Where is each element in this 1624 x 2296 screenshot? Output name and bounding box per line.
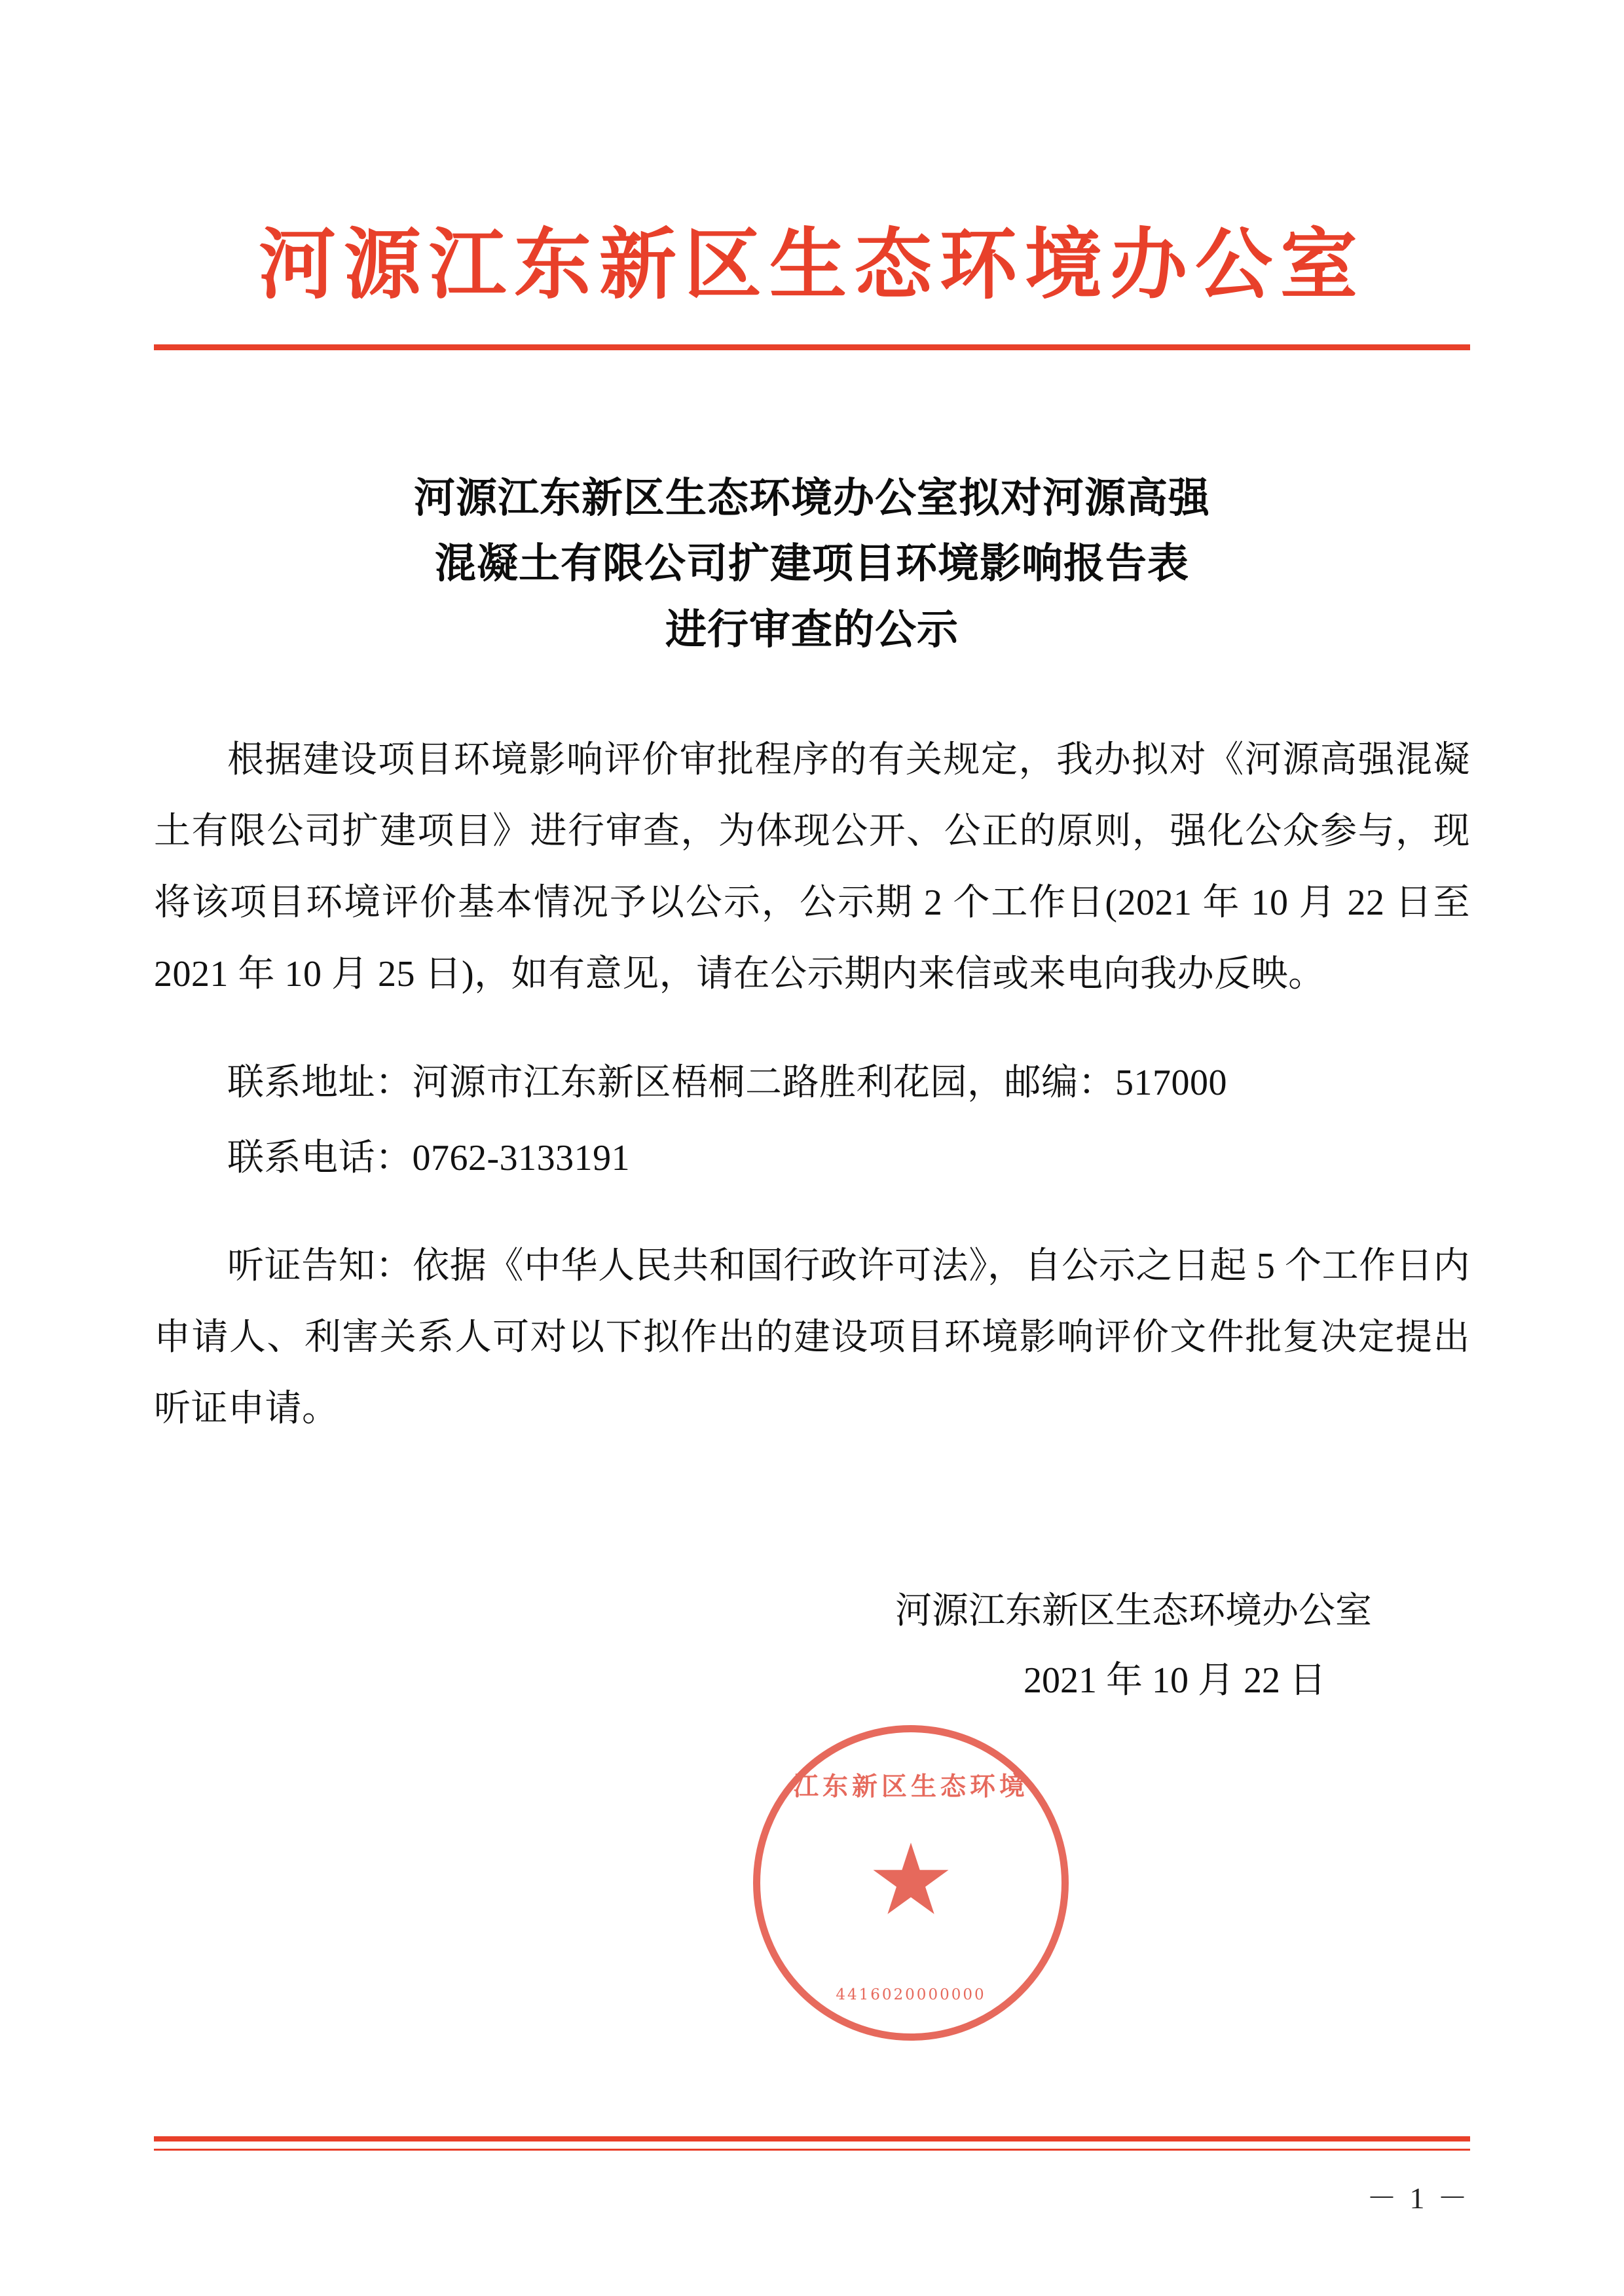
body-paragraph-main: 根据建设项目环境影响评价审批程序的有关规定，我办拟对《河源高强混凝土有限公司扩建项目》进行审查，为体现公开、公正的原则，强化公众参与，现将该项目环境评价基本情况予以公示，公示期 2 个工作日(2021 年 10 月 22 日至 2021 年 10 月 25 日)，如有意见，请在公示期内来信或来电向我办反映。 — [154, 739, 1470, 995]
official-seal-icon — [753, 1725, 1069, 2041]
page-title-line-2: 混凝土有限公司扩建项目环境影响报告表 — [435, 539, 1189, 588]
page-number: － 1 － — [1367, 2181, 1470, 2215]
page-title-line-3: 进行审查的公示 — [665, 605, 959, 654]
footer-divider-thin — [154, 2149, 1470, 2151]
hearing-notice-paragraph: 听证告知：依据《中华人民共和国行政许可法》，自公示之日起 5 个工作日内申请人、利害关系人可对以下拟作出的建设项目环境影响评价文件批复决定提出听证申请。 — [154, 1246, 1470, 1430]
letterhead-divider — [154, 344, 1470, 350]
signature-issuer: 河源江东新区生态环境办公室 — [895, 1590, 1372, 1631]
seal-top-text: 江东新区生态环境 — [792, 1772, 1029, 1802]
seal-star-icon: ★ — [866, 1827, 955, 1935]
document-body — [154, 725, 1470, 1446]
contact-address: 联系地址：河源市江东新区梧桐二路胜利花园，邮编：517000 — [227, 1062, 1227, 1103]
page-footer — [154, 2136, 1470, 2217]
letterhead — [154, 0, 1470, 350]
signature-date: 2021 年 10 月 22 日 — [1024, 1660, 1326, 1701]
page-title — [154, 465, 1470, 663]
footer-divider-thick — [154, 2136, 1470, 2141]
contact-phone: 联系电话：0762-3133191 — [227, 1137, 631, 1178]
seal-bottom-text: 4416020000000 — [836, 1986, 986, 2003]
letterhead-org-name: 河源江东新区生态环境办公室 — [258, 219, 1365, 310]
signature-block — [154, 1576, 1470, 1716]
page-title-line-1: 河源江东新区生态环境办公室拟对河源高强 — [414, 473, 1210, 522]
